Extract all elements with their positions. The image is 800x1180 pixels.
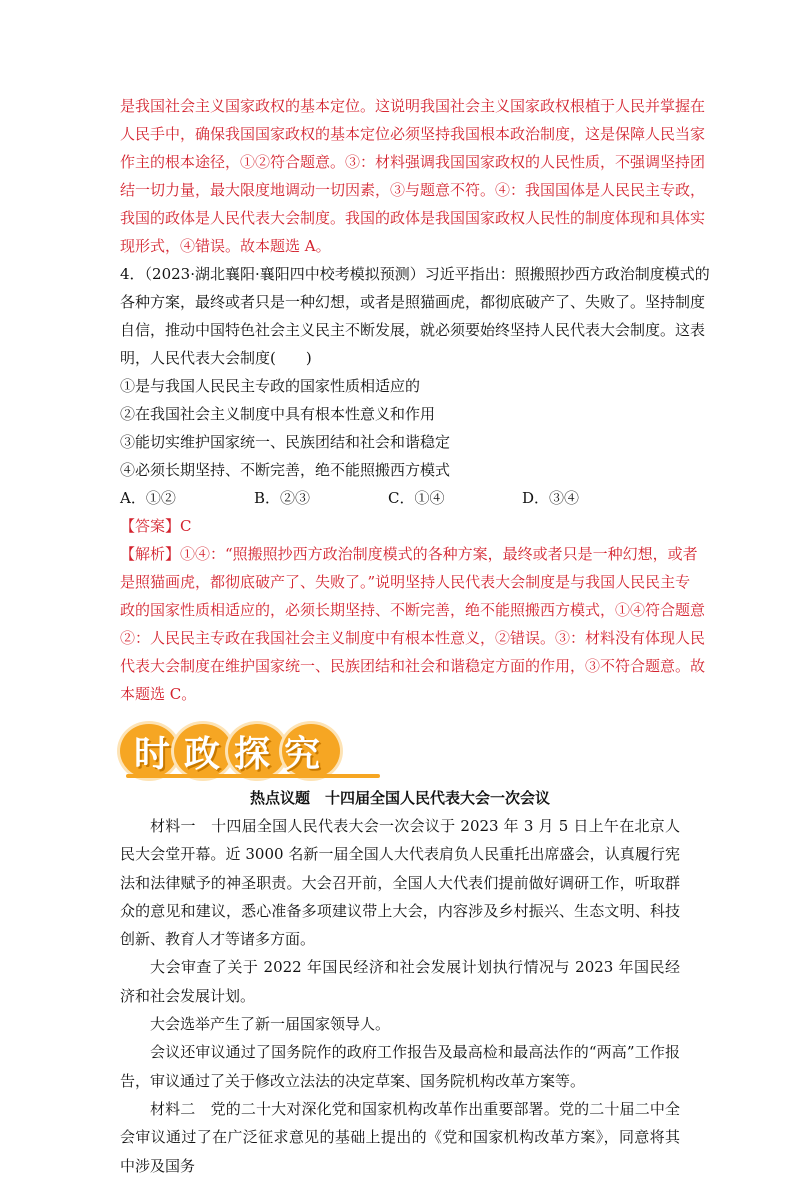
option-a: A．①② [120,489,176,507]
material-paragraph: 会议还审议通过了国务院作的政府工作报告及最高检和最高法作的“两高”工作报告，审议通过了关于修改立法法的决定草案、国务院机构改革方案等。 [120,1043,680,1090]
option-b: B．②③ [254,489,311,507]
statement: ③能切实维护国家统一、民族团结和社会和谐稳定 [120,433,451,451]
analysis-line: 政的国家性质相适应的，必须长期坚持、不断完善，绝不能照搬西方模式，①④符合题意 [120,601,706,619]
previous-analysis [120,92,706,260]
analysis-line: 本题选 C。 [120,685,197,703]
option-d: D．③④ [522,489,580,507]
question-stem-line: 4．（2023·湖北襄阳·襄阳四中校考模拟预测）习近平指出：照搬照抄西方政治制度模式的 [120,265,710,283]
banner-title: 时政探究 [134,734,335,775]
section-banner [120,716,680,782]
analysis-line: 我国的政体是人民代表大会制度。我国的政体是我国国家政权人民性的制度体现和具体实 [120,209,706,227]
analysis-line: 代表大会制度在维护国家统一、民族团结和社会和谐稳定方面的作用，③不符合题意。故 [120,657,706,675]
material-paragraph: 材料一 十四届全国人民代表大会一次会议于 2023 年 3 月 5 日上午在北京人民大会堂开幕。近 3000 名新一届全国人大代表肩负人民重托出席盛会，认真履行宪法和法律赋予的神圣职责。大会召开前，全国人大代表们提前做好调研工作，听取群众的意见和建议，悉心准备多项建议带上大会，内容涉及乡村振兴、生态文明、科技创新、教育人才等诸多方面。 [120,817,680,949]
analysis-line: 结一切力量，最大限度地调动一切因素，③与题意不符。④：我国国体是人民民主专政， [120,181,706,199]
analysis-line: 【解析】①④：“照搬照抄西方政治制度模式的各种方案，最终或者只是一种幻想，或者 [120,545,698,563]
analysis-line: 现形式，④错误。故本题选 A。 [120,237,331,255]
material-paragraph: 材料二 党的二十大对深化党和国家机构改革作出重要部署。党的二十届二中全会审议通过了在广泛征求意见的基础上提出的《党和国家机构改革方案》，同意将其中涉及国务 [120,1099,680,1175]
analysis-line: ②：人民民主专政在我国社会主义制度中有根本性意义，②错误。③：材料没有体现人民 [120,629,706,647]
analysis-line: 是照猫画虎，都彻底破产了、失败了。”说明坚持人民代表大会制度是与我国人民民主专 [120,573,691,591]
question-stem-line: 自信，推动中国特色社会主义民主不断发展，就必须要始终坚持人民代表大会制度。这表 [120,321,706,339]
question-stem-line: 各种方案，最终或者只是一种幻想，或者是照猫画虎，都彻底破产了、失败了。坚持制度 [120,293,706,311]
analysis-line: 人民手中，确保我国国家政权的基本定位必须坚持我国根本政治制度，这是保障人民当家 [120,125,706,143]
hot-topic-title: 热点议题 十四届全国人民代表大会一次会议 [249,789,550,807]
statement: ①是与我国人民民主专政的国家性质相适应的 [120,377,421,395]
analysis-line: 是我国社会主义国家政权的基本定位。这说明我国社会主义国家政权根植于人民并掌握在 [120,97,706,115]
document-page [120,92,710,1180]
hot-topic [120,784,680,1180]
option-c: C．①④ [388,489,445,507]
question-4 [120,260,710,708]
statement: ④必须长期坚持、不断完善，绝不能照搬西方模式 [120,461,451,479]
analysis-line: 作主的根本途径，①②符合题意。③：材料强调我国国家政权的人民性质，不强调坚持团 [120,153,706,171]
statement: ②在我国社会主义制度中具有根本性意义和作用 [120,405,436,423]
answer-key: 【答案】C [120,517,192,535]
answer-options [120,484,680,512]
material-paragraph: 大会选举产生了新一届国家领导人。 [150,1015,391,1034]
material-paragraph: 大会审查了关于 2022 年国民经济和社会发展计划执行情况与 2023 年国民经济和社会发展计划。 [120,958,680,1005]
question-analysis [120,540,706,708]
question-stem-line: 明，人民代表大会制度( ) [120,349,312,367]
